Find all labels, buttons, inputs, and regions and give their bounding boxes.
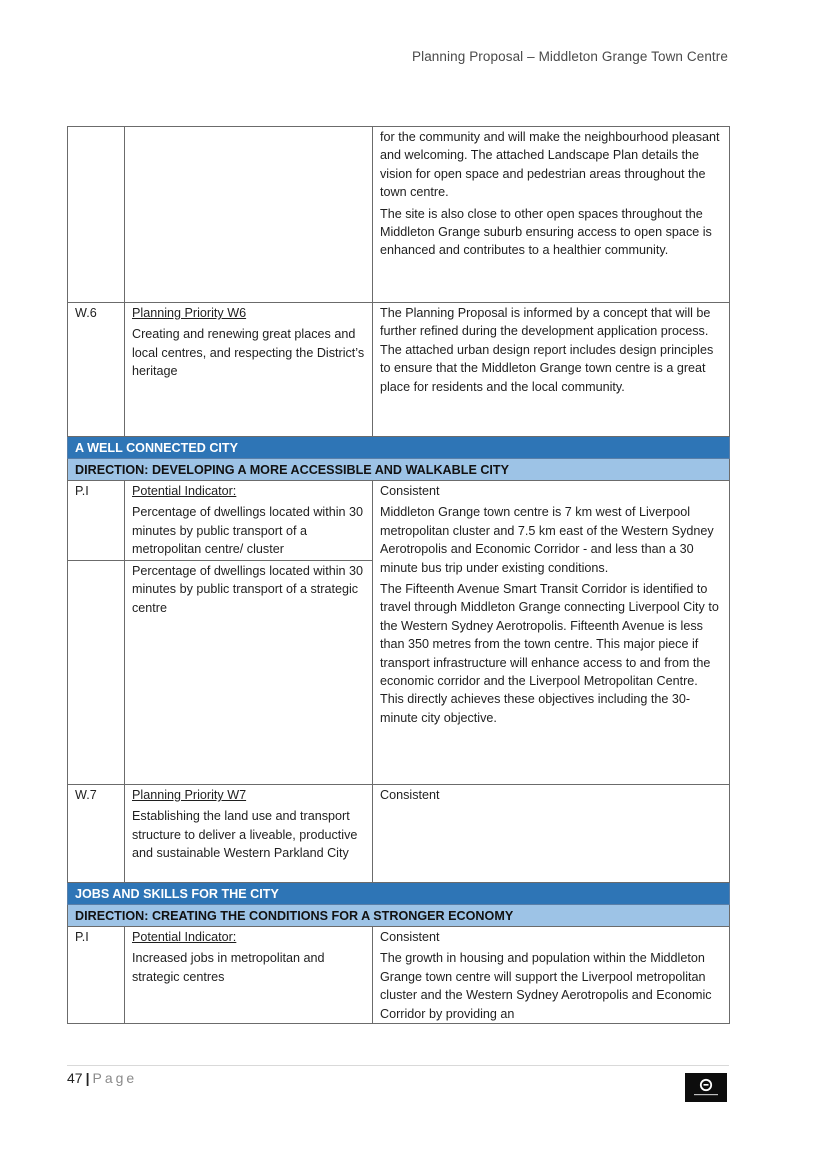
page-number-separator: | [85,1070,90,1086]
response-paragraph: The Fifteenth Avenue Smart Transit Corridor is identified to travel through Middleton Grange connecting Liverpool City to the Western Sydney Aerotropolis. Fifteenth Avenue is less than 350 metres from the town centre. This major piece if transport infrastructure will enhance access to and from the economic corridor and the Liverpool Metropolitan Centre. This directly achieves these objectives including the 30-minute city objective. [380,582,719,725]
table-row [68,127,730,303]
page-label: Page [92,1070,138,1086]
priority-description: Creating and renewing great places and local centres, and respecting the District’s heritage [132,327,365,379]
ref-cell [68,127,125,303]
indicator-title: Potential Indicator: [132,484,237,498]
ref-cell: P.I [68,481,125,561]
status-text: Consistent [380,484,440,498]
status-text: Consistent [380,930,440,944]
section-heading: A WELL CONNECTED CITY [68,437,730,459]
indicator-description: Percentage of dwellings located within 30 minutes by public transport of a strategic centre [132,564,364,615]
direction-heading: DIRECTION: DEVELOPING A MORE ACCESSIBLE AND WALKABLE CITY [68,459,730,481]
indicator-title: Potential Indicator: [132,930,237,944]
priority-title: Planning Priority W7 [132,788,247,802]
response-cell [373,481,730,785]
table-row [68,927,730,1024]
priority-description: Establishing the land use and transport structure to deliver a liveable, productive and sustainable Western Parkland City [132,809,358,861]
priority-cell [125,927,373,1024]
section-header-row [68,883,730,905]
priority-cell [125,127,373,303]
priority-cell [125,785,373,883]
ref-cell [68,561,125,785]
priority-cell [125,481,373,561]
priority-title: Planning Priority W6 [132,306,247,320]
ref-cell: W.6 [68,303,125,437]
response-paragraph: The growth in housing and population within the Middleton Grange town centre will support the Liverpool metropolitan cluster and the Western Sydney Aerotropolis and Economic Corridor by providing an [380,951,712,1021]
ref-cell: P.I [68,927,125,1024]
table-row [68,303,730,437]
response-cell [373,785,730,883]
response-paragraph: Middleton Grange town centre is 7 km west of Liverpool metropolitan cluster and 7.5 km east of the Western Sydney Aerotropolis and Economic Corridor - and less than a 30 minute bus trip under existing conditions. [380,505,714,575]
response-paragraph: The Planning Proposal is informed by a concept that will be further refined during the development application process. The attached urban design report includes design principles to ensure that the Middleton Grange town centre is a great place for residents and the local community. [380,306,714,394]
page-header-title: Planning Proposal – Middleton Grange Town Centre [412,49,728,64]
response-cell [373,127,730,303]
response-cell [373,927,730,1024]
priority-cell [125,561,373,785]
direction-header-row [68,459,730,481]
company-logo-icon [685,1073,727,1102]
table-row [68,785,730,883]
planning-priorities-table [67,126,730,1024]
response-cell [373,303,730,437]
status-text: Consistent [380,788,440,802]
section-header-row [68,437,730,459]
section-heading: JOBS AND SKILLS FOR THE CITY [68,883,730,905]
priority-cell [125,303,373,437]
ref-cell: W.7 [68,785,125,883]
response-paragraph: for the community and will make the neighbourhood pleasant and welcoming. The attached Landscape Plan details the vision for open space and pedestrian areas throughout the town centre. [380,130,720,200]
page-number-value: 47 [67,1070,83,1086]
indicator-description: Increased jobs in metropolitan and strategic centres [132,951,325,984]
indicator-description: Percentage of dwellings located within 30 minutes by public transport of a metropolitan centre/ cluster [132,505,364,557]
direction-heading: DIRECTION: CREATING THE CONDITIONS FOR A STRONGER ECONOMY [68,905,730,927]
table-row [68,481,730,561]
footer-divider [67,1065,729,1066]
page-number [67,1070,137,1086]
direction-header-row [68,905,730,927]
response-paragraph: The site is also close to other open spaces throughout the Middleton Grange suburb ensuring access to open space is enhanced and contributes to a healthier community. [380,206,712,258]
